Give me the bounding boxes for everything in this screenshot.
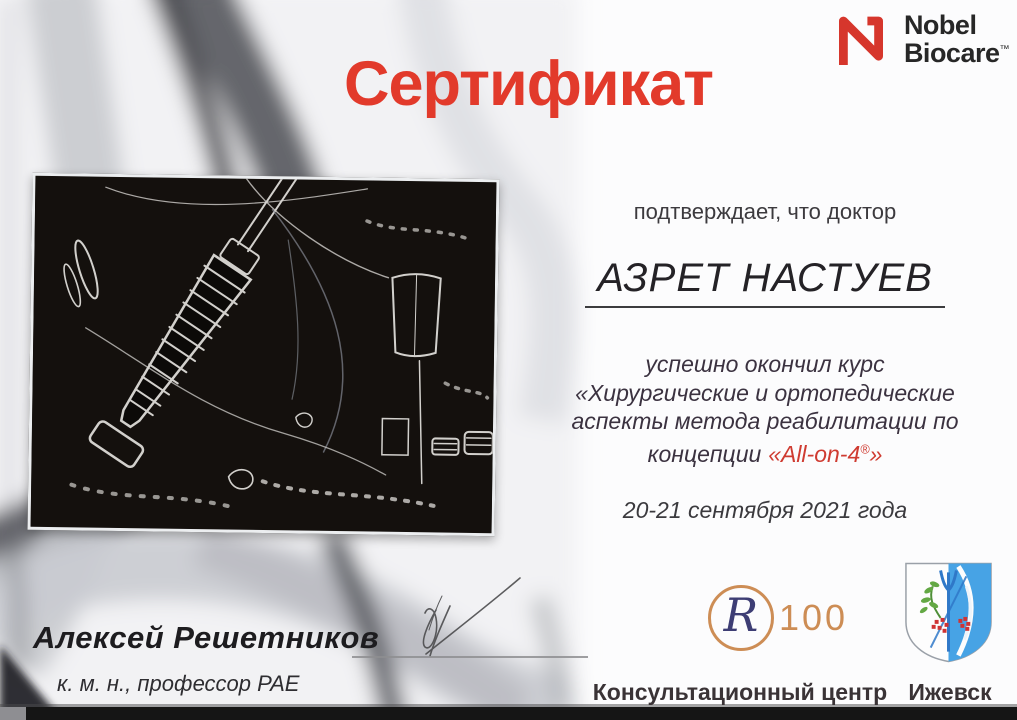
signatory-name: Алексей Решетников	[33, 620, 380, 655]
implant-sketch-art	[31, 176, 497, 533]
consulting-center-label: Консультационный центр	[592, 679, 888, 705]
signatory-credentials: к. м. н., профессор РАЕ	[57, 671, 300, 696]
doctor-name-block	[513, 256, 1017, 308]
certificate-title: Сертификат	[343, 49, 714, 119]
implant-photo	[28, 173, 500, 536]
signature-line	[352, 656, 588, 658]
doctor-name: АЗРЕТ НАСТУЕВ	[585, 256, 945, 308]
confirmation-statement: подтверждает, что доктор	[633, 199, 897, 224]
course-line-3	[513, 436, 1017, 469]
course-date: 20-21 сентября 2021 года	[622, 497, 908, 523]
r100-number: 100	[779, 597, 849, 638]
course-description	[513, 350, 1017, 469]
course-intro: успешно окончил курс	[645, 351, 885, 377]
course-line-2: аспекты метода реабилитации по	[571, 408, 959, 434]
nobel-word-line2: Biocare™	[903, 38, 1009, 69]
nobel-word-line1: Nobel	[903, 10, 977, 40]
r100-logo	[708, 585, 848, 651]
trademark-symbol: ™	[999, 44, 1009, 56]
city-label: Ижевск	[908, 679, 992, 705]
course-line-1: «Хирургические и ортопедические	[575, 379, 955, 406]
r100-letter: R	[723, 588, 759, 642]
registered-symbol: ®	[860, 442, 870, 457]
course-highlight: «All-on-4®»	[768, 441, 883, 468]
izhevsk-coat-of-arms-icon	[901, 560, 996, 664]
r100-circle-icon	[708, 585, 774, 651]
course-line-3-prefix: концепции	[647, 441, 762, 468]
signature-scribble-icon	[392, 568, 532, 668]
